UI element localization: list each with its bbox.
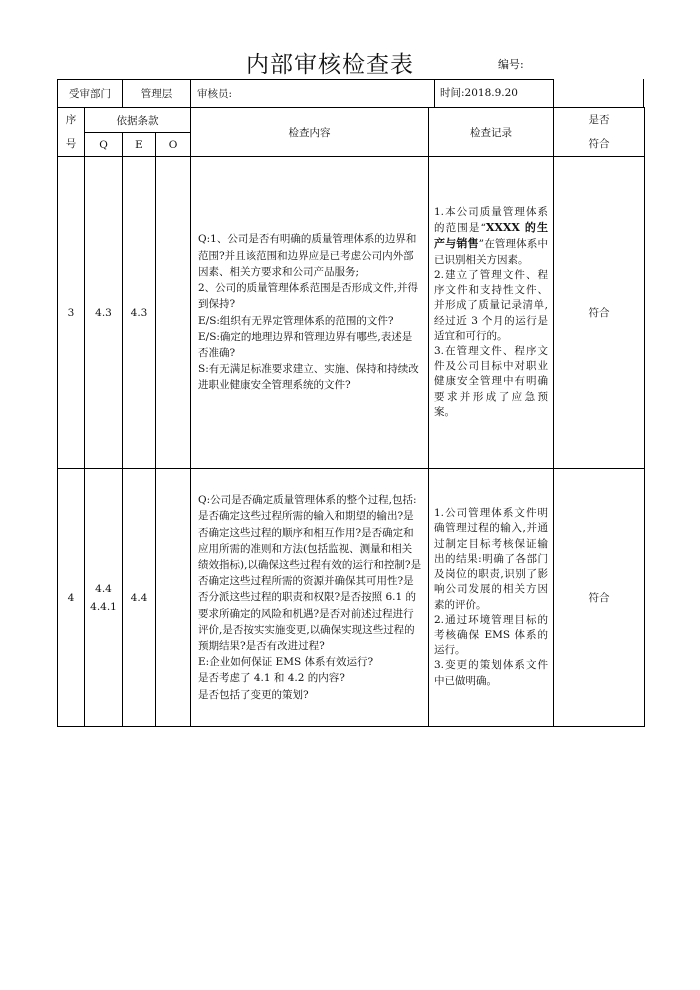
- record-paragraph: 2.通过环境管理目标的考核确保 EMS 体系的运行。: [434, 613, 549, 657]
- record-text: 1.本公司质量管理体系的范围是“: [434, 206, 549, 235]
- row-conform: 符合: [554, 469, 645, 727]
- row-check-record: [429, 469, 554, 727]
- row-q-clause: 4.3: [85, 157, 123, 469]
- content-line: E/S:确定的地理边界和管理边界有哪些,表述是否准确?: [198, 330, 413, 359]
- row-check-record: [429, 157, 554, 469]
- e-header: E: [123, 133, 156, 157]
- q-header: Q: [85, 133, 123, 157]
- page-title: 内部审核检查表: [246, 52, 414, 78]
- content-line: Q:公司是否确定质量管理体系的整个过程,包括:是否确定这些过程所需的输入和期望的输出?是否确定这些过程的顺序和相互作用?是否确定和应用所需的准则和方法(包括监视、测量和相关绩效指标),以确保这些过程有效的运行和控制?是否确定这些过程所需的资源并确保其可用性?是否分派这些过程的职责和权限?是否按照 6.1 的要求所确定的风险和机遇?是否对前述过程进行评价,是否按实实施变更,以确保实现这些过程的预期结果?是否有改进过程?: [198, 494, 422, 652]
- record-paragraph: 3.变更的策划体系文件中已做明确。: [434, 659, 549, 687]
- time-cell-divider: [434, 79, 435, 107]
- o-header: O: [156, 133, 191, 157]
- info-row: [58, 80, 645, 108]
- audit-time: 时间:2018.9.20: [440, 87, 518, 99]
- conform-header: [554, 108, 645, 157]
- table-row: [58, 469, 645, 727]
- table-row: [58, 157, 645, 469]
- row-check-content: [191, 469, 429, 727]
- content-line: 是否考虑了 4.1 和 4.2 的内容?: [198, 672, 345, 685]
- dept-value: 管理层: [123, 80, 191, 108]
- record-paragraph: [434, 205, 548, 268]
- document-number-label: 编号:: [498, 58, 524, 71]
- content-header: 检查内容: [191, 108, 429, 157]
- conform-header-top: 是否: [588, 114, 610, 126]
- dept-label: 受审部门: [58, 80, 123, 108]
- seq-header: [58, 108, 85, 157]
- record-header: 检查记录: [429, 108, 554, 157]
- content-line: Q:1、公司是否有明确的质量管理体系的边界和范围?并且该范围和边界应是已考虑公司内外部因素、相关方要求和公司产品服务;: [198, 233, 417, 278]
- row-o-clause: [156, 469, 191, 727]
- q-clause-line: 4.4: [95, 582, 112, 595]
- record-paragraph: 1.公司管理体系文件明确管理过程的输入,并通过制定目标考核保证输出的结果:明确了各部门及岗位的职责,识别了影响公司发展的相关方因素的评价。: [434, 507, 549, 611]
- row-e-clause: 4.3: [123, 157, 156, 469]
- content-line: S:有无满足标准要求建立、实施、保持和持续改进职业健康安全管理系统的文件?: [198, 363, 419, 392]
- content-line: E/S:组织有无界定管理体系的范围的文件?: [198, 314, 394, 327]
- row-q-clause: [85, 469, 123, 727]
- record-scope-bold: XXXX 的生产与销售: [434, 221, 549, 251]
- row-check-content: [191, 157, 429, 469]
- record-paragraph: 2.建立了管理文件、程序文件和支持性文件、并形成了质量记录清单,经过近 3 个月的运行是适宜和可行的。: [434, 268, 549, 342]
- row-conform: 符合: [554, 157, 645, 469]
- row-seq: 3: [58, 157, 85, 469]
- row-o-clause: [156, 157, 191, 469]
- audit-checklist-table: [57, 79, 645, 727]
- auditor-label: 审核员:: [191, 80, 554, 108]
- header-row-top: [58, 108, 645, 133]
- content-line: 是否包括了变更的策划?: [198, 688, 309, 701]
- row-seq: 4: [58, 469, 85, 727]
- content-line: E:企业如何保证 EMS 体系有效运行?: [198, 656, 374, 669]
- row-e-clause: 4.4: [123, 469, 156, 727]
- conform-header-bottom: 符合: [588, 138, 610, 150]
- q-clause-line: 4.4.1: [90, 600, 117, 613]
- seq-header-bottom: 号: [65, 138, 77, 150]
- time-cell-right-border: [643, 79, 644, 107]
- basis-header: 依据条款: [85, 108, 191, 133]
- seq-header-top: 序: [65, 114, 77, 126]
- record-text: ”在管理体系中已识别相关方因素。: [434, 238, 549, 266]
- content-line: 2、公司的质量管理体系范围是否形成文件,并得到保持?: [198, 282, 419, 311]
- record-paragraph: 3.在管理文件、程序文件及公司目标中对职业健康安全管理中有明确要求并形成了应急预案。: [434, 344, 549, 418]
